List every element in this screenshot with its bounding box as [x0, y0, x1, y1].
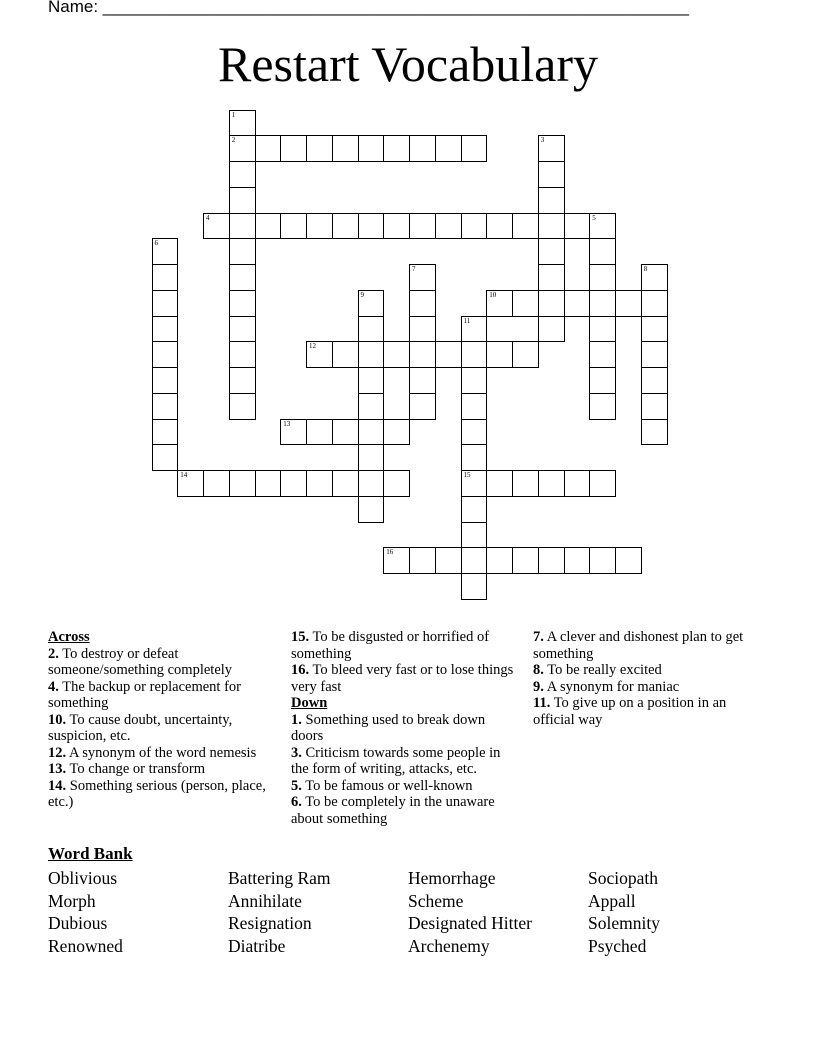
clue-text: To be completely in the unaware about something — [291, 794, 495, 827]
grid-cell[interactable] — [641, 367, 668, 394]
clue — [48, 646, 273, 679]
grid-cell[interactable] — [435, 341, 462, 368]
grid-cell[interactable] — [538, 470, 565, 497]
grid-cell[interactable] — [435, 547, 462, 574]
grid-cell[interactable] — [255, 135, 282, 162]
grid-cell[interactable] — [641, 264, 668, 291]
grid-cell[interactable] — [538, 316, 565, 343]
clue-text: A clever and dishonest plan to get something — [533, 629, 744, 662]
clue — [291, 794, 516, 827]
grid-cell[interactable] — [589, 470, 616, 497]
cell-number: 15 — [463, 471, 471, 479]
grid-cell[interactable] — [152, 290, 179, 317]
grid-cell[interactable] — [409, 341, 436, 368]
grid-cell[interactable] — [512, 547, 539, 574]
grid-cell[interactable] — [538, 290, 565, 317]
clue — [291, 629, 516, 662]
grid-cell[interactable] — [229, 135, 256, 162]
grid-cell[interactable] — [461, 496, 488, 523]
grid-cell[interactable] — [358, 135, 385, 162]
grid-cell[interactable] — [358, 367, 385, 394]
grid-cell[interactable] — [564, 290, 591, 317]
grid-cell[interactable] — [203, 470, 230, 497]
cell-number: 1 — [231, 110, 236, 119]
clue-number: 11. — [533, 695, 551, 711]
grid-cell[interactable] — [229, 238, 256, 265]
grid-cell[interactable] — [589, 290, 616, 317]
clue-text: To be really excited — [547, 662, 662, 678]
clue-number: 6. — [291, 794, 302, 810]
clue-text: Something serious (person, place, etc.) — [48, 777, 266, 810]
grid-cell[interactable] — [383, 341, 410, 368]
grid-cell[interactable] — [332, 341, 359, 368]
cell-number: 2 — [231, 136, 236, 145]
grid-cell[interactable] — [409, 290, 436, 317]
grid-cell[interactable] — [486, 470, 513, 497]
grid-cell[interactable] — [255, 470, 282, 497]
grid-cell[interactable] — [229, 367, 256, 394]
grid-cell[interactable] — [512, 290, 539, 317]
grid-cell[interactable] — [641, 290, 668, 317]
grid-cell[interactable] — [461, 135, 488, 162]
grid-cell[interactable] — [538, 547, 565, 574]
clue-text: To change or transform — [69, 761, 205, 777]
cell-number: 11 — [463, 316, 471, 325]
clue-number: 3. — [291, 744, 302, 761]
grid-cell[interactable] — [409, 367, 436, 394]
grid-cell[interactable] — [229, 470, 256, 497]
grid-cell[interactable] — [280, 135, 307, 162]
clue — [291, 745, 516, 778]
word-bank-item: Archenemy — [408, 936, 490, 957]
clue-number: 8. — [533, 662, 544, 678]
grid-cell[interactable] — [306, 419, 333, 446]
clue — [48, 778, 273, 811]
grid-cell[interactable] — [641, 316, 668, 343]
grid-cell[interactable] — [229, 341, 256, 368]
cell-number: 8 — [643, 265, 648, 273]
clue-number: 5. — [291, 777, 302, 794]
cell-number: 7 — [412, 265, 416, 273]
clue-number: 15. — [291, 629, 310, 645]
grid-cell[interactable] — [229, 187, 256, 214]
grid-cell[interactable] — [564, 470, 591, 497]
grid-cell[interactable] — [538, 213, 565, 240]
grid-cell[interactable] — [306, 213, 333, 240]
grid-cell[interactable] — [152, 264, 179, 291]
grid-cell[interactable] — [486, 341, 513, 368]
grid-cell[interactable] — [461, 213, 488, 240]
grid-cell[interactable] — [641, 393, 668, 420]
grid-cell[interactable] — [461, 522, 488, 549]
grid-cell[interactable] — [538, 135, 565, 162]
clue — [291, 712, 516, 745]
word-bank-title: Word Bank — [48, 844, 133, 863]
grid-cell[interactable] — [229, 213, 256, 240]
grid-cell[interactable] — [332, 213, 359, 240]
clue-number: 1. — [291, 711, 302, 728]
grid-cell[interactable] — [358, 470, 385, 497]
grid-cell[interactable] — [589, 316, 616, 343]
cell-number: 16 — [386, 548, 394, 557]
grid-cell[interactable] — [589, 341, 616, 368]
grid-cell[interactable] — [486, 213, 513, 240]
grid-cell[interactable] — [358, 444, 385, 471]
grid-cell[interactable] — [589, 393, 616, 420]
grid-cell[interactable] — [229, 110, 256, 137]
grid-cell[interactable] — [461, 419, 488, 446]
grid-cell[interactable] — [177, 470, 204, 497]
grid-cell[interactable] — [280, 419, 307, 446]
clue-text: The backup or replacement for something — [48, 678, 241, 711]
cell-number: 10 — [489, 290, 497, 299]
grid-cell[interactable] — [152, 444, 179, 471]
grid-cell[interactable] — [461, 367, 488, 394]
grid-cell[interactable] — [383, 547, 410, 574]
grid-cell[interactable] — [383, 135, 410, 162]
grid-cell[interactable] — [152, 238, 179, 265]
grid-cell[interactable] — [203, 213, 230, 240]
grid-cell[interactable] — [358, 316, 385, 343]
cell-number: 4 — [206, 213, 210, 222]
grid-cell[interactable] — [461, 316, 488, 343]
grid-cell[interactable] — [409, 316, 436, 343]
grid-cell[interactable] — [358, 341, 385, 368]
across-clues — [48, 646, 273, 811]
clue-text: Criticism towards some people in the form of writing, attacks, etc. — [291, 744, 501, 777]
clue — [48, 712, 273, 745]
name-line: Name: ______________________________________________________________ — [48, 0, 689, 16]
grid-cell[interactable] — [409, 264, 436, 291]
down-clues — [291, 712, 516, 828]
grid-cell[interactable] — [435, 135, 462, 162]
clue-text: A synonym for maniac — [546, 678, 680, 695]
word-bank-item: Appall — [588, 890, 636, 911]
grid-cell[interactable] — [409, 393, 436, 420]
clue-text: A synonym of the word nemesis — [68, 744, 257, 761]
grid-cell[interactable] — [409, 135, 436, 162]
grid-cell[interactable] — [280, 470, 307, 497]
grid-cell[interactable] — [229, 316, 256, 343]
word-bank-item: Battering Ram — [228, 868, 331, 888]
grid-cell[interactable] — [589, 238, 616, 265]
word-bank-item: Designated Hitter — [408, 913, 532, 934]
cell-number: 12 — [309, 342, 316, 351]
grid-cell[interactable] — [229, 393, 256, 420]
clue-text: Something used to break down doors — [291, 711, 486, 744]
grid-cell[interactable] — [641, 341, 668, 368]
clue-column-2 — [291, 629, 516, 827]
grid-cell[interactable] — [589, 213, 616, 240]
grid-cell[interactable] — [255, 213, 282, 240]
grid-cell[interactable] — [383, 419, 410, 446]
across-heading: Across — [48, 629, 90, 645]
grid-cell[interactable] — [461, 341, 488, 368]
grid-cell[interactable] — [306, 135, 333, 162]
grid-cell[interactable] — [306, 341, 333, 368]
word-bank-item: Diatribe — [228, 936, 286, 957]
grid-cell[interactable] — [589, 264, 616, 291]
clue-number: 13. — [48, 761, 67, 777]
grid-cell[interactable] — [538, 264, 565, 291]
grid-cell[interactable] — [383, 213, 410, 240]
clue-number: 16. — [291, 662, 310, 678]
grid-cell[interactable] — [486, 290, 513, 317]
clue — [291, 778, 516, 795]
clue-text: To bleed very fast or to lose things very fast — [291, 662, 514, 695]
word-bank-item: Psyched — [588, 936, 647, 957]
grid-cell[interactable] — [538, 187, 565, 214]
grid-cell[interactable] — [461, 444, 488, 471]
clue — [291, 662, 516, 695]
word-bank-item: Dubious — [48, 913, 108, 934]
cell-number: 14 — [180, 471, 188, 479]
across-clues-continued — [291, 629, 516, 695]
grid-cell[interactable] — [641, 419, 668, 446]
clue-number: 12. — [48, 744, 67, 761]
grid-cell[interactable] — [409, 547, 436, 574]
word-bank-item: Oblivious — [48, 868, 118, 888]
grid-cell[interactable] — [152, 341, 179, 368]
clue-text: To cause doubt, uncertainty, suspicion, etc. — [48, 711, 233, 744]
grid-cell[interactable] — [564, 547, 591, 574]
grid-cell[interactable] — [383, 470, 410, 497]
grid-cell[interactable] — [461, 547, 488, 574]
clue-number: 4. — [48, 678, 59, 695]
grid-cell[interactable] — [358, 290, 385, 317]
word-bank-item: Hemorrhage — [408, 868, 496, 888]
grid-cell[interactable] — [152, 367, 179, 394]
clue-number: 14. — [48, 777, 67, 794]
word-bank-item: Sociopath — [588, 868, 658, 888]
word-bank-item: Solemnity — [588, 913, 660, 934]
grid-cell[interactable] — [358, 419, 385, 446]
grid-cell[interactable] — [512, 470, 539, 497]
cell-number: 13 — [283, 419, 291, 428]
clue-text: To destroy or defeat someone/something completely — [48, 645, 233, 678]
cell-number: 6 — [154, 239, 158, 248]
grid-cell[interactable] — [358, 393, 385, 420]
grid-cell[interactable] — [538, 161, 565, 188]
grid-cell[interactable] — [461, 470, 488, 497]
down-clues-continued — [533, 629, 758, 728]
clue — [533, 629, 758, 662]
grid-cell[interactable] — [461, 573, 488, 600]
clue — [48, 745, 273, 762]
word-bank-item: Resignation — [228, 913, 312, 934]
grid-cell[interactable] — [280, 213, 307, 240]
page-title: Restart Vocabulary — [217, 36, 598, 92]
grid-cell[interactable] — [615, 547, 642, 574]
grid-cell[interactable] — [332, 419, 359, 446]
grid-cell[interactable] — [564, 213, 591, 240]
clue-number: 2. — [48, 645, 59, 662]
grid-cell[interactable] — [306, 470, 333, 497]
clue-number: 9. — [533, 678, 544, 695]
grid-cell[interactable] — [229, 161, 256, 188]
grid-cell[interactable] — [589, 367, 616, 394]
word-bank-item: Scheme — [408, 890, 464, 911]
word-bank-item: Morph — [48, 890, 96, 911]
grid-cell[interactable] — [152, 419, 179, 446]
grid-cell[interactable] — [358, 496, 385, 523]
grid-cell[interactable] — [152, 393, 179, 420]
word-bank-item: Renowned — [48, 936, 123, 957]
clue-number: 10. — [48, 711, 67, 728]
word-bank-item: Annihilate — [228, 890, 302, 911]
down-heading: Down — [291, 695, 328, 711]
grid-cell[interactable] — [486, 547, 513, 574]
cell-number: 5 — [592, 213, 596, 222]
clue — [48, 761, 273, 778]
grid-cell[interactable] — [512, 213, 539, 240]
clue-text: To be disgusted or horrified of something — [291, 629, 490, 662]
cell-number: 3 — [540, 136, 545, 145]
grid-cell[interactable] — [589, 547, 616, 574]
grid-cell[interactable] — [435, 213, 462, 240]
grid-cell[interactable] — [512, 341, 539, 368]
grid-cell[interactable] — [615, 290, 642, 317]
cell-number: 9 — [360, 290, 364, 299]
grid-cell[interactable] — [152, 316, 179, 343]
clue — [533, 662, 758, 679]
clue-column-1 — [48, 629, 273, 811]
clue-column-3 — [533, 629, 758, 728]
clue-number: 7. — [533, 629, 544, 645]
clue-text: To be famous or well-known — [305, 777, 473, 794]
clue — [533, 679, 758, 696]
grid-cell[interactable] — [229, 264, 256, 291]
clue — [533, 695, 758, 728]
clue — [48, 679, 273, 712]
grid-cell[interactable] — [332, 135, 359, 162]
grid-cell[interactable] — [332, 470, 359, 497]
grid-cell[interactable] — [358, 213, 385, 240]
grid-cell[interactable] — [229, 290, 256, 317]
grid-cell[interactable] — [538, 238, 565, 265]
grid-cell[interactable] — [409, 213, 436, 240]
grid-cell[interactable] — [461, 393, 488, 420]
clue-text: To give up on a position in an official way — [533, 695, 727, 728]
